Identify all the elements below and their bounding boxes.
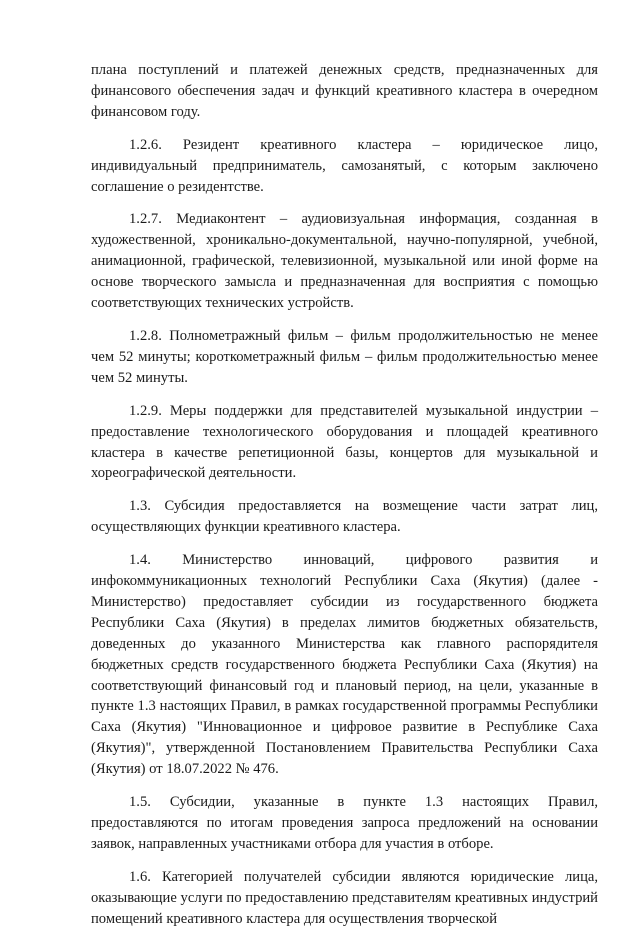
paragraph-1-3: 1.3. Субсидия предоставляется на возмещение части затрат лиц, осуществляющих функции креативного кластера. <box>91 498 598 536</box>
paragraph-1-2-8: 1.2.8. Полнометражный фильм – фильм продолжительностью не менее чем 52 минуты; короткометражный фильм – фильм продолжительностью менее чем 52 минуты. <box>91 327 598 386</box>
document-page <box>91 60 598 930</box>
paragraph-1-5: 1.5. Субсидии, указанные в пункте 1.3 настоящих Правил, предоставляются по итогам проведения запроса предложений на основании заявок, направленных участниками отбора для участия в отборе. <box>91 794 598 852</box>
paragraph-1-2-9: 1.2.9. Меры поддержки для представителей музыкальной индустрии – предоставление технологического оборудования и площадей креативного кластера в качестве репетиционной базы, концертов для музыкальной и хореографической деятельности. <box>91 402 598 482</box>
paragraph-1-2-7: 1.2.7. Медиаконтент – аудиовизуальная информация, созданная в художественной, хроникально-документальной, научно-популярной, учебной, анимационной, графической, телевизионной, музыкальной или иной форме на основе творческого замысла и предназначенная для восприятия с помощью соответствующих технических устройств. <box>91 211 598 312</box>
paragraph-1-4: 1.4. Министерство инноваций, цифрового развития и инфокоммуникационных технологий Республики Саха (Якутия) (далее - Министерство) предоставляет субсидии из государственного бюджета Республики Саха (Якутия) в пределах лимитов бюджетных обязательств, доведенных до указанного Министерства как главного распорядителя бюджетных средств государственного бюджета Республики Саха (Якутия) на соответствующий финансовый год и плановый период, на цели, указанные в пункте 1.3 настоящих Правил, в рамках государственной программы Республики Саха (Якутия) "Инновационное и цифровое развитие в Республике Саха (Якутия)", утвержденной Постановлением Правительства Республики Саха (Якутия) от 18.07.2022 № 476. <box>91 552 598 778</box>
paragraph-continuation: плана поступлений и платежей денежных средств, предназначенных для финансового обеспечения задач и функций креативного кластера в очередном финансовом году. <box>91 62 598 120</box>
paragraph-1-2-6: 1.2.6. Резидент креативного кластера – юридическое лицо, индивидуальный предприниматель, самозанятый, с которым заключено соглашение о резидентстве. <box>91 136 598 195</box>
paragraph-1-6: 1.6. Категорией получателей субсидии являются юридические лица, оказывающие услуги по предоставлению представителям креативных индустрий помещений креативного кластера для осуществления творческой <box>91 868 598 927</box>
